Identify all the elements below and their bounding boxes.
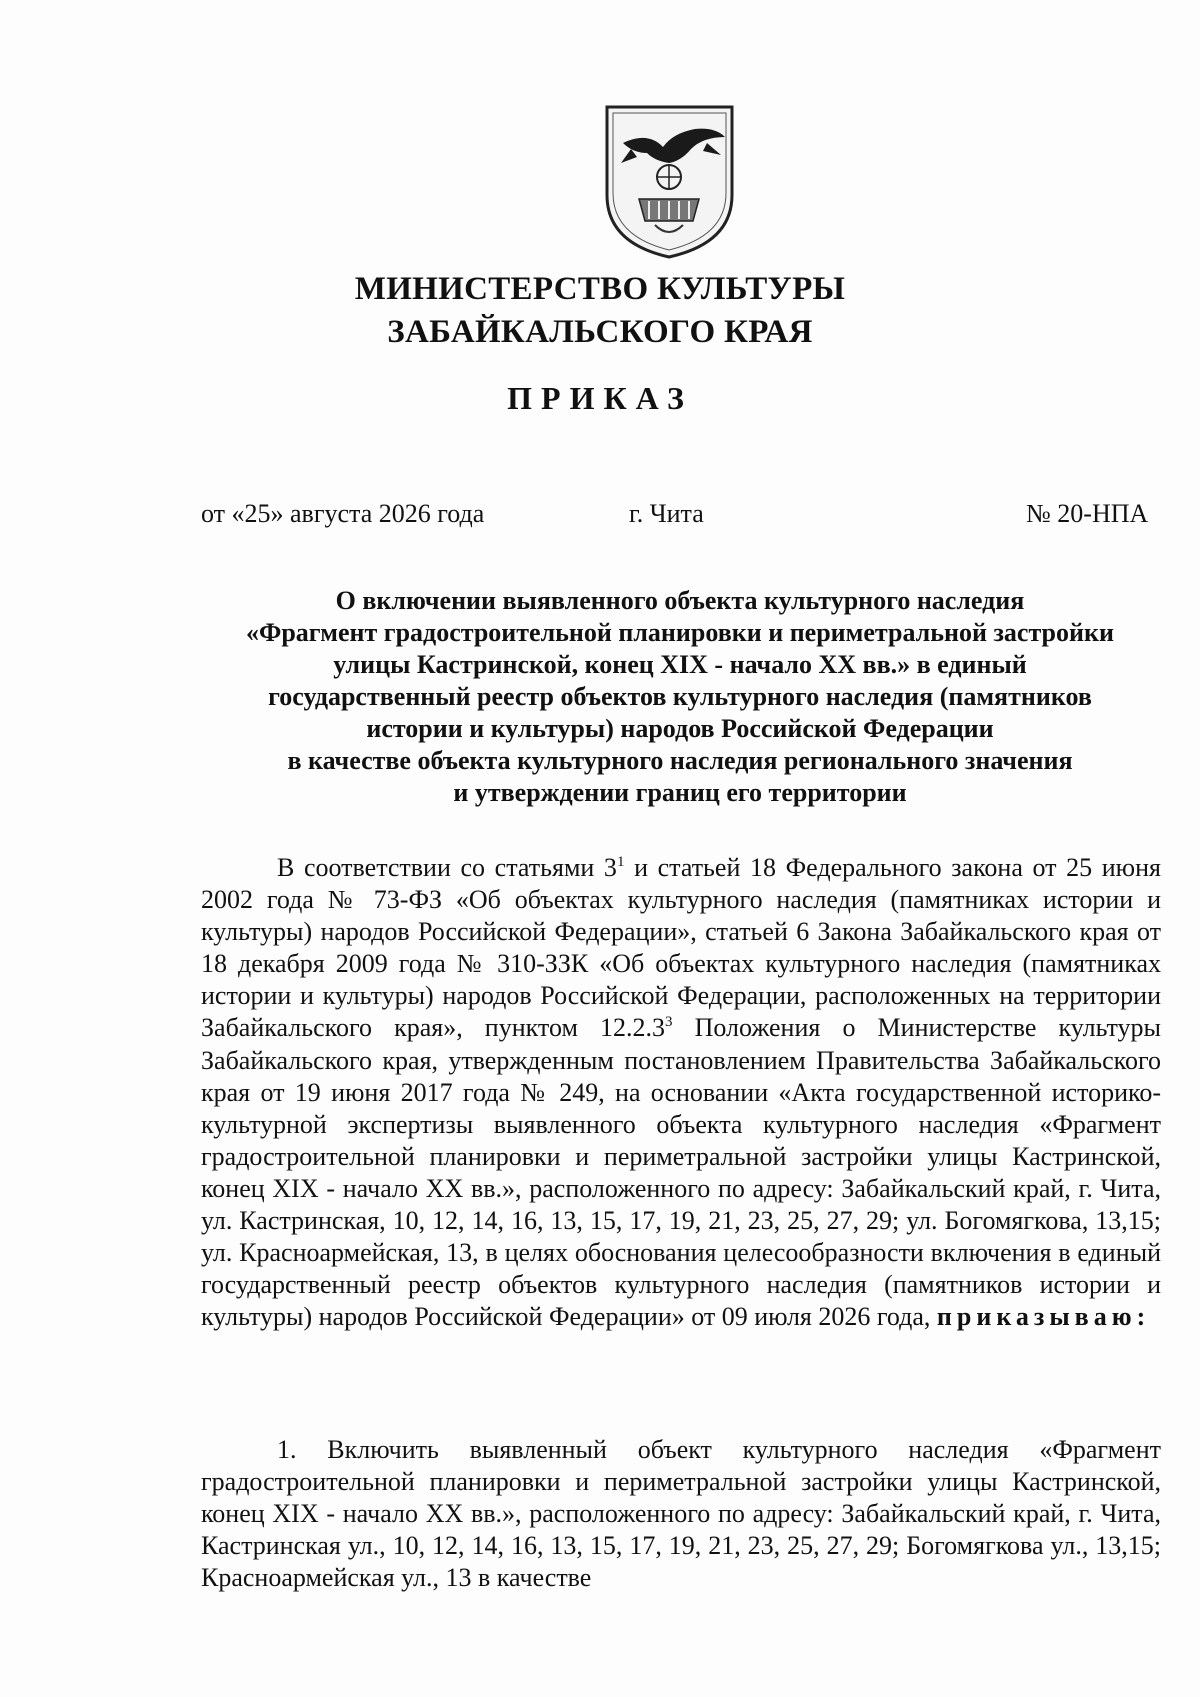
preamble-text-3: Положения о Министерстве культуры Забайкальского края, утвержденным постановлением Правительства Забайкальского края от 19 июня 2017 года № 249, на основании «Акта государственной историко-культурной экспертизы выявленного объекта культурного наследия «Фрагмент градостроительной планировки и периметральной застройки улицы Кастринской, конец XIX - начало XX вв.», расположенного по адресу: Забайкальский край, г. Чита, ул. Кастринская, 10, 12, 14, 16, 13, 15, 17, 19, 21, 23, 25, 27, 29; ул. Богомягкова, 13,15; ул. Красноармейская, 13, в целях обоснования целесообразности включения в единый государственный реестр объектов культурного наследия (памятников истории и культуры) народов Российской Федерации» от 09 июля 2026 года, [201, 1013, 1161, 1332]
clause-1-text: 1. Включить выявленный объект культурного наследия «Фрагмент градостроительной планировки и периметральной застройки улицы Кастринской, конец XIX - начало XX вв.», расположенного по адресу: Забайкальский край, г. Чита, Кастринская ул., 10, 12, 14, 16, 13, 15, 17, 19, 21, 23, 25, 27, 29; Богомягкова ул., 13,15; Красноармейская ул., 13 в качестве [201, 1435, 1161, 1593]
preamble-paragraph [201, 852, 1161, 1333]
superscript-3: 3 [665, 1014, 673, 1031]
order-title [200, 585, 1160, 809]
preamble-text-2: и статьей 18 Федерального закона от 25 июня 2002 года № 73-ФЗ «Об объектах культурного наследия (памятниках истории и культуры) народов Российской Федерации», статьей 6 Закона Забайкальского края от 18 декабря 2009 года № 310-ЗЗК «Об объектах культурного наследия (памятниках истории и культуры) народов Российской Федерации, расположенных на территории Забайкальского края», пунктом 12.2.3 [201, 853, 1161, 1043]
order-date: от «25» августа 2026 года [201, 499, 485, 528]
title-line: истории и культуры) народов Российской Федерации [366, 714, 994, 743]
title-line: и утверждении границ его территории [453, 778, 907, 807]
ministry-name-line1: МИНИСТЕРСТВО КУЛЬТУРЫ [354, 271, 846, 307]
title-line: улицы Кастринской, конец XIX - начало XX вв.» в единый [333, 650, 1027, 679]
document-type: ПРИКАЗ [507, 380, 693, 416]
ministry-name [300, 268, 900, 354]
order-number: № 20-НПА [1026, 499, 1149, 528]
clause-1-paragraph [201, 1434, 1161, 1594]
order-city: г. Чита [629, 499, 704, 528]
title-line: в качестве объекта культурного наследия регионального значения [287, 746, 1073, 775]
title-line: государственный реестр объектов культурного наследия (памятников [268, 682, 1092, 711]
order-word-prikazyvayu: приказываю: [936, 1302, 1151, 1332]
superscript-1: 1 [616, 854, 625, 870]
title-line: О включении выявленного объекта культурного наследия [335, 586, 1025, 615]
title-line: «Фрагмент градостроительной планировки и периметральной застройки [246, 618, 1114, 647]
ministry-name-line2: ЗАБАЙКАЛЬСКОГО КРАЯ [387, 314, 813, 350]
coat-of-arms-emblem [603, 103, 736, 261]
preamble-text-1: В соответствии со статьями 3 [277, 853, 617, 882]
